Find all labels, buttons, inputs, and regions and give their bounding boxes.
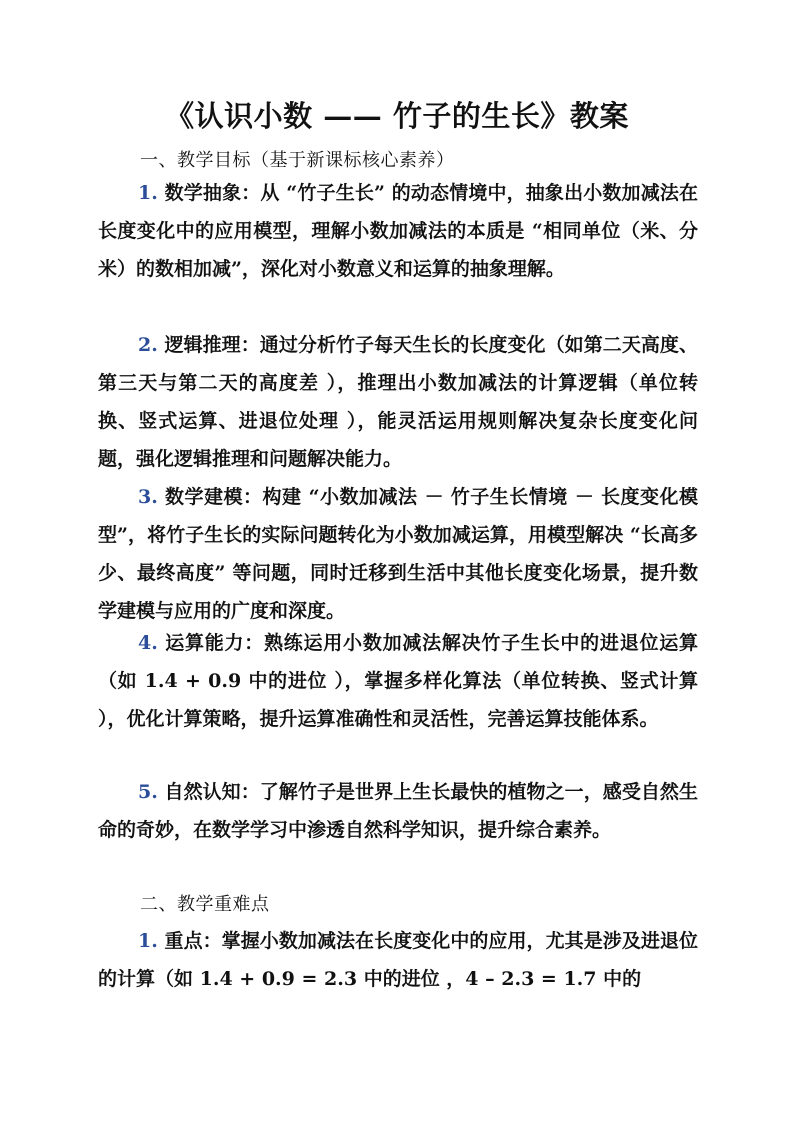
goal-text: 运算能力：熟练运用小数加减法解决竹子生长中的进退位运算（如 1.4 + 0.9 中的进位 ），掌握多样化算法（单位转换、竖式计算 ），优化计算策略，提升运算准确性和灵活性，完善运算技能体系。 [98, 632, 698, 730]
goal-paragraph-1 [98, 174, 698, 288]
goal-paragraph-2 [98, 326, 698, 478]
key-point-paragraph-1 [98, 922, 698, 998]
goal-number: 4. [138, 632, 158, 654]
goal-text: 自然认知：了解竹子是世界上生长最快的植物之一，感受自然生命的奇妙，在数学学习中渗透自然科学知识，提升综合素养。 [98, 781, 698, 841]
key-point-number: 1. [138, 930, 158, 952]
goal-text: 逻辑推理：通过分析竹子每天生长的长度变化（如第二天高度、第三天与第二天的高度差 ），推理出小数加减法的计算逻辑（单位转换、竖式运算、进退位处理 ），能灵活运用规则解决复杂长度变化问题，强化逻辑推理和问题解决能力。 [98, 334, 698, 470]
document-title: 《认识小数 —— 竹子的生长》教案 [165, 99, 629, 133]
goal-paragraph-4 [98, 624, 698, 738]
goal-number: 5. [138, 781, 158, 803]
goal-number: 1. [138, 182, 158, 204]
goal-text: 数学抽象：从 “竹子生长” 的动态情境中，抽象出小数加减法在长度变化中的应用模型，理解小数加减法的本质是 “相同单位（米、分米）的数相加减”，深化对小数意义和运算的抽象理解。 [98, 182, 698, 280]
goal-paragraph-3 [98, 478, 698, 630]
goal-text: 数学建模：构建 “小数加减法 － 竹子生长情境 － 长度变化模型”，将竹子生长的实际问题转化为小数加减运算，用模型解决 “长高多少、最终高度” 等问题，同时迁移到生活中其他长度变化场景，提升数学建模与应用的广度和深度。 [98, 486, 698, 622]
section-heading-goals: 一、教学目标（基于新课标核心素养） [140, 150, 455, 171]
key-point-text: 重点：掌握小数加减法在长度变化中的应用，尤其是涉及进退位的计算（如 1.4 + 0.9 = 2.3 中的进位 ，4 – 2.3 = 1.7 中的 [98, 930, 698, 990]
goal-paragraph-5 [98, 773, 698, 849]
section-heading-key-points: 二、教学重难点 [140, 894, 270, 915]
goal-number: 3. [138, 486, 158, 508]
goal-number: 2. [138, 334, 158, 356]
